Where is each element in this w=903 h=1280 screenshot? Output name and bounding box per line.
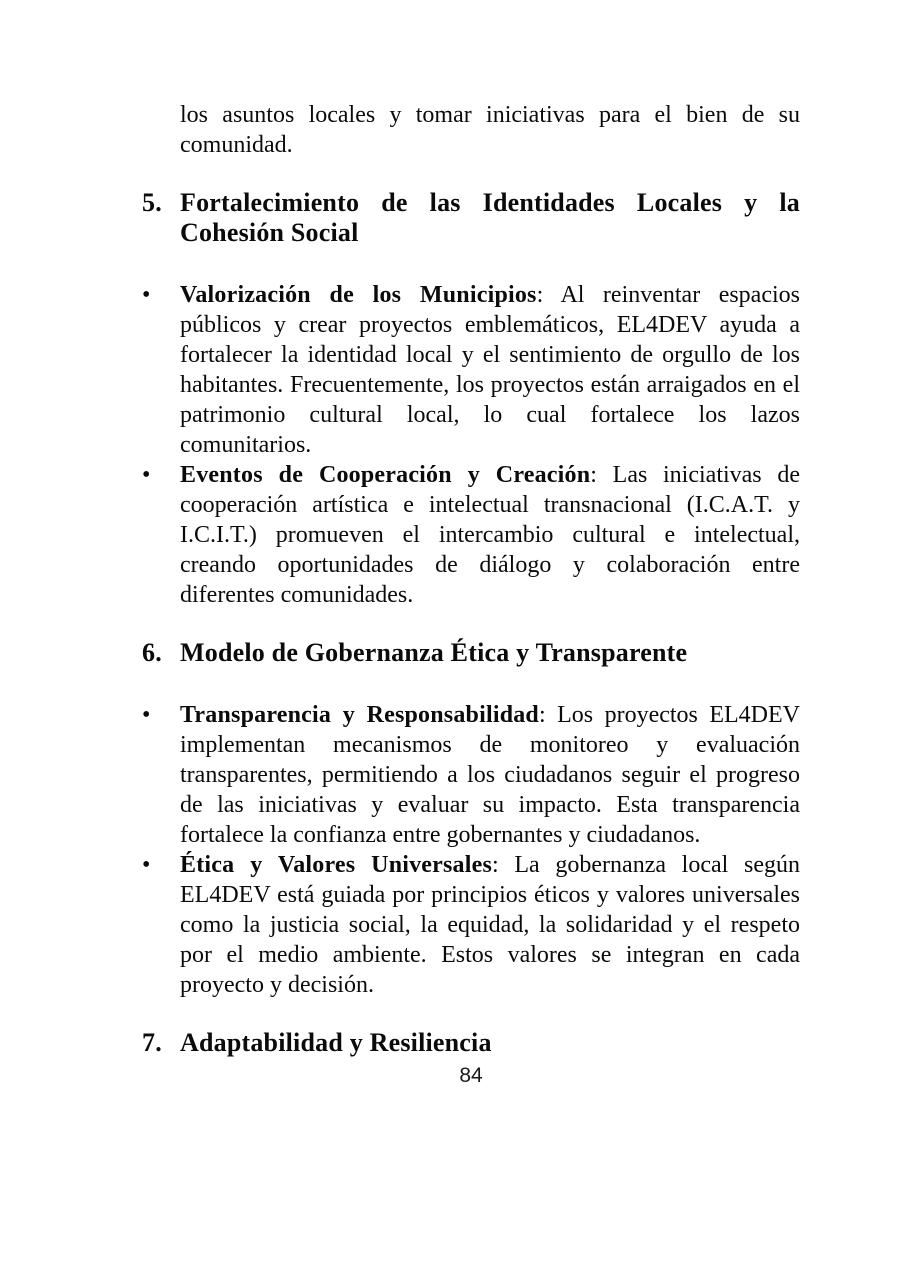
bullet-item bbox=[142, 280, 800, 460]
bullet-icon: • bbox=[142, 852, 151, 878]
section-7-heading bbox=[142, 1028, 800, 1058]
section-6-title: Modelo de Gobernanza Ética y Transparente bbox=[180, 638, 688, 667]
bullet-icon: • bbox=[142, 702, 151, 728]
bullet-label: Ética y Valores Universales bbox=[180, 852, 493, 878]
bullet-icon: • bbox=[142, 462, 151, 488]
section-5-heading bbox=[142, 188, 800, 248]
bullet-text: : La gobernanza local según EL4DEV está guiada por principios éticos y valores universales como la justicia social, la equidad, la solidaridad y el respeto por el medio ambiente. Estos valores se integran en cada proyecto y decisión. bbox=[180, 852, 801, 998]
bullet-label: Valorización de los Municipios bbox=[180, 282, 537, 308]
bullet-text: : Al reinventar espacios públicos y crear proyectos emblemáticos, EL4DEV ayuda a fortalecer la identidad local y el sentimiento de orgullo de los habitantes. Frecuentemente, los proyectos están arraigados en el patrimonio cultural local, lo cual fortalece los lazos comunitarios. bbox=[180, 282, 800, 458]
section-7-title: Adaptabilidad y Resiliencia bbox=[180, 1028, 492, 1057]
bullet-paragraph bbox=[180, 280, 800, 460]
section-5-title: Fortalecimiento de las Identidades Locales y la Cohesión Social bbox=[180, 188, 800, 247]
bullet-icon: • bbox=[142, 282, 151, 308]
bullet-label: Eventos de Cooperación y Creación bbox=[180, 462, 591, 488]
section-5-bullet-list bbox=[142, 280, 800, 610]
bullet-label: Transparencia y Responsabilidad bbox=[180, 702, 539, 728]
page-number: 84 bbox=[459, 1064, 483, 1087]
section-7-number: 7. bbox=[142, 1028, 162, 1057]
bullet-text: : Los proyectos EL4DEV implementan mecanismos de monitoreo y evaluación transparentes, permitiendo a los ciudadanos seguir el progreso de las iniciativas y evaluar su impacto. Esta transparencia fortalece la confianza entre gobernantes y ciudadanos. bbox=[180, 702, 800, 848]
bullet-item bbox=[142, 460, 800, 610]
bullet-item bbox=[142, 700, 800, 850]
bullet-text: : Las iniciativas de cooperación artística e intelectual transnacional (I.C.A.T. y I.C.I.T.) promueven el intercambio cultural e intelectual, creando oportunidades de diálogo y colaboración entre diferentes comunidades. bbox=[180, 462, 800, 608]
bullet-paragraph bbox=[180, 460, 800, 610]
bullet-item bbox=[142, 850, 800, 1000]
bullet-paragraph bbox=[180, 700, 800, 850]
section-6-bullet-list bbox=[142, 700, 800, 1000]
section-6-number: 6. bbox=[142, 638, 162, 667]
section-5-number: 5. bbox=[142, 188, 162, 217]
continuation-paragraph: los asuntos locales y tomar iniciativas para el bien de su comunidad. bbox=[180, 102, 800, 158]
bullet-paragraph bbox=[180, 850, 800, 1000]
section-6-heading bbox=[142, 638, 800, 668]
